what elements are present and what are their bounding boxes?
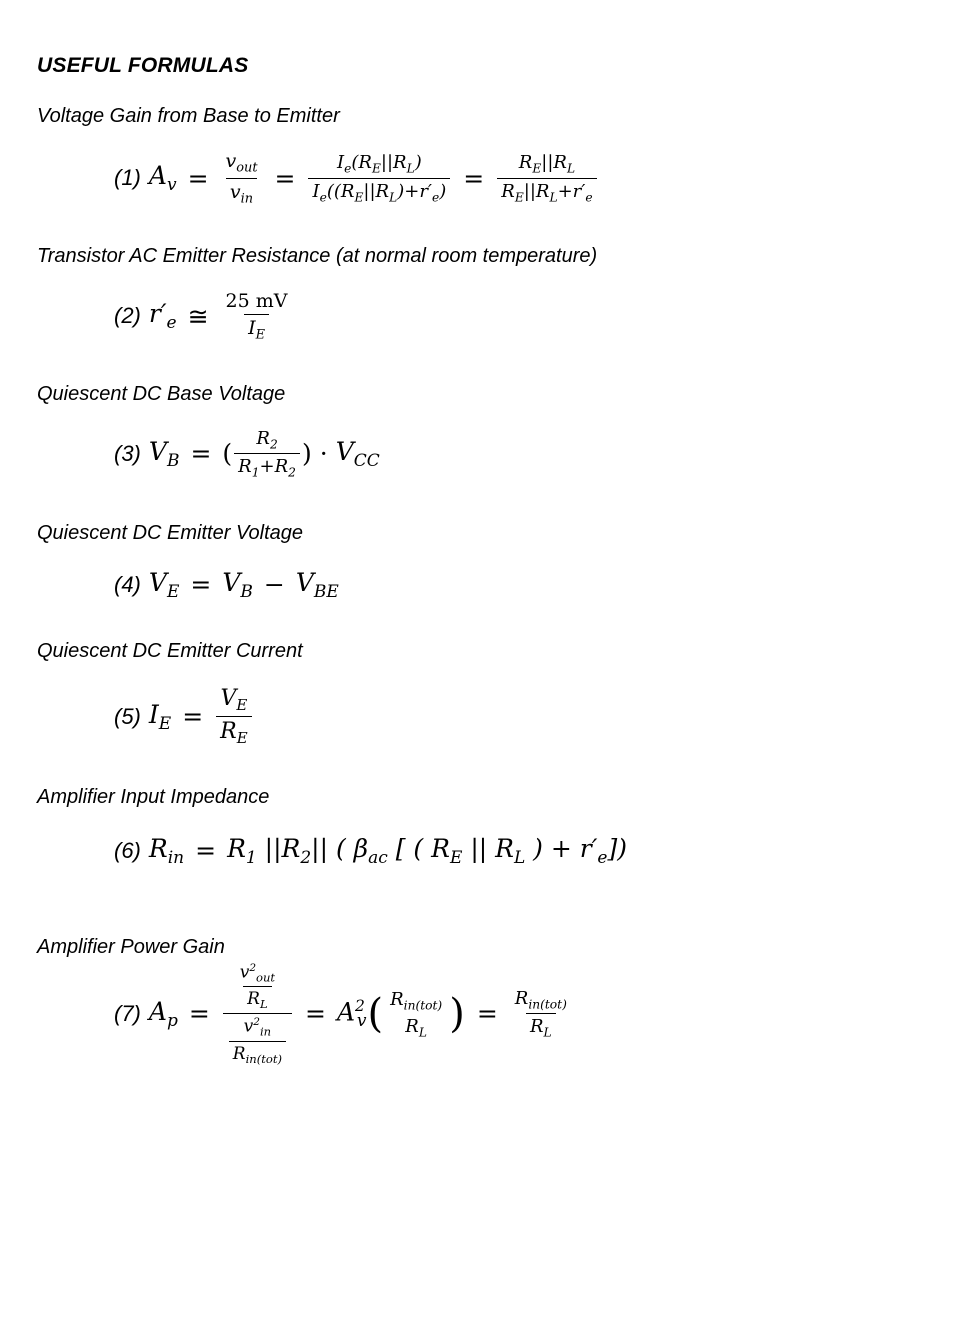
- fraction-resistance-form: $\frac{R_E||R_L}{R_E||R_L+r'_e}$: [497, 152, 596, 204]
- formula-voltage-gain: [114, 150, 599, 206]
- dot-operator: ·: [319, 439, 328, 469]
- equals-sign: =: [476, 999, 498, 1029]
- equals-sign: =: [463, 163, 485, 193]
- formula-lhs: $A_p$: [148, 996, 178, 1031]
- formula-number: (3): [114, 440, 141, 466]
- formula-dc-base-voltage: [114, 428, 380, 480]
- voltage-gain-squared: $A^2_v$: [336, 996, 367, 1031]
- formula-lhs: $r'_e$: [148, 299, 177, 334]
- formula-lhs: $V_B$: [148, 436, 180, 471]
- heading-ac-emitter-resistance: Transistor AC Emitter Resistance (at normal room temperature): [37, 245, 598, 267]
- heading-input-impedance: Amplifier Input Impedance: [37, 786, 270, 808]
- formula-lhs: $I_E$: [148, 699, 172, 734]
- formula-number: (1): [114, 165, 141, 191]
- equals-sign: =: [304, 999, 326, 1029]
- formula-number: (2): [114, 303, 141, 329]
- fraction-25mv-ie: $\frac{25 mV}{I_E}$: [225, 290, 288, 343]
- minus-sign: −: [263, 570, 285, 600]
- formula-dc-emitter-current: [114, 686, 254, 747]
- formula-rhs: $V_{CC}$: [335, 436, 380, 471]
- formula-number: (4): [114, 571, 141, 597]
- heading-dc-emitter-current: Quiescent DC Emitter Current: [37, 640, 303, 662]
- fraction-voltage-divider: $\frac{R_2}{R_1+R_2}$: [234, 428, 300, 480]
- formula-power-gain: [114, 962, 573, 1066]
- equals-sign: =: [274, 163, 296, 193]
- close-paren: ): [301, 439, 312, 469]
- formula-input-impedance: [114, 834, 627, 868]
- open-paren: (: [222, 439, 233, 469]
- equals-sign: =: [190, 570, 212, 600]
- fraction-ve-re: $\frac{V_E}{R_E}$: [216, 686, 252, 747]
- fraction-current-form: $\frac{I_e(R_E||R_L)}{I_e((R_E||R_L)+r'_e)}$: [308, 152, 450, 204]
- equals-sign: =: [182, 702, 204, 732]
- equals-sign: =: [187, 163, 209, 193]
- heading-dc-emitter-voltage: Quiescent DC Emitter Voltage: [37, 522, 304, 544]
- formula-number: (6): [114, 837, 141, 863]
- heading-voltage-gain: Voltage Gain from Base to Emitter: [37, 105, 340, 127]
- fraction-power-ratio: $\frac{\frac{v^2_{out}}{R_L}}{\frac{v^2_{in}}{R_{in(tot)}}}$: [223, 962, 292, 1066]
- fraction-rin-over-rl: $\frac{R_{in(tot)}}{R_L}$: [514, 988, 567, 1040]
- formula-dc-emitter-voltage: (4) $V_E$ = $V_B$ − $V_{BE}$: [114, 568, 339, 602]
- equals-sign: =: [188, 999, 210, 1029]
- formula-lhs: $A_v$: [148, 161, 177, 195]
- formula-lhs: $R_{in}$: [148, 834, 185, 868]
- formula-ac-emitter-resistance: [114, 290, 294, 343]
- fraction-rin-rl: $R_{in(tot)}$ $R_L$: [390, 988, 443, 1040]
- formula-number: (5): [114, 703, 141, 729]
- open-paren: (: [367, 990, 384, 1037]
- equals-sign: =: [190, 439, 212, 469]
- page-title: USEFUL FORMULAS: [37, 54, 249, 77]
- close-paren: ): [449, 990, 465, 1037]
- formula-rhs: $R_1$ $||R_2||$ ( $\beta_{ac}$ [ ( $R_E$ || $R_L$ ) + $r'_e$]): [227, 834, 627, 868]
- approx-sign: ≅: [187, 301, 209, 331]
- formula-lhs: $V_E$: [148, 568, 180, 602]
- heading-power-gain: Amplifier Power Gain: [37, 936, 225, 958]
- fraction-vout-vin: $\frac{v_{out}}{v_{in}}$: [225, 150, 258, 207]
- formula-number: (7): [114, 1000, 141, 1026]
- heading-dc-base-voltage: Quiescent DC Base Voltage: [37, 383, 286, 405]
- equals-sign: =: [195, 836, 217, 866]
